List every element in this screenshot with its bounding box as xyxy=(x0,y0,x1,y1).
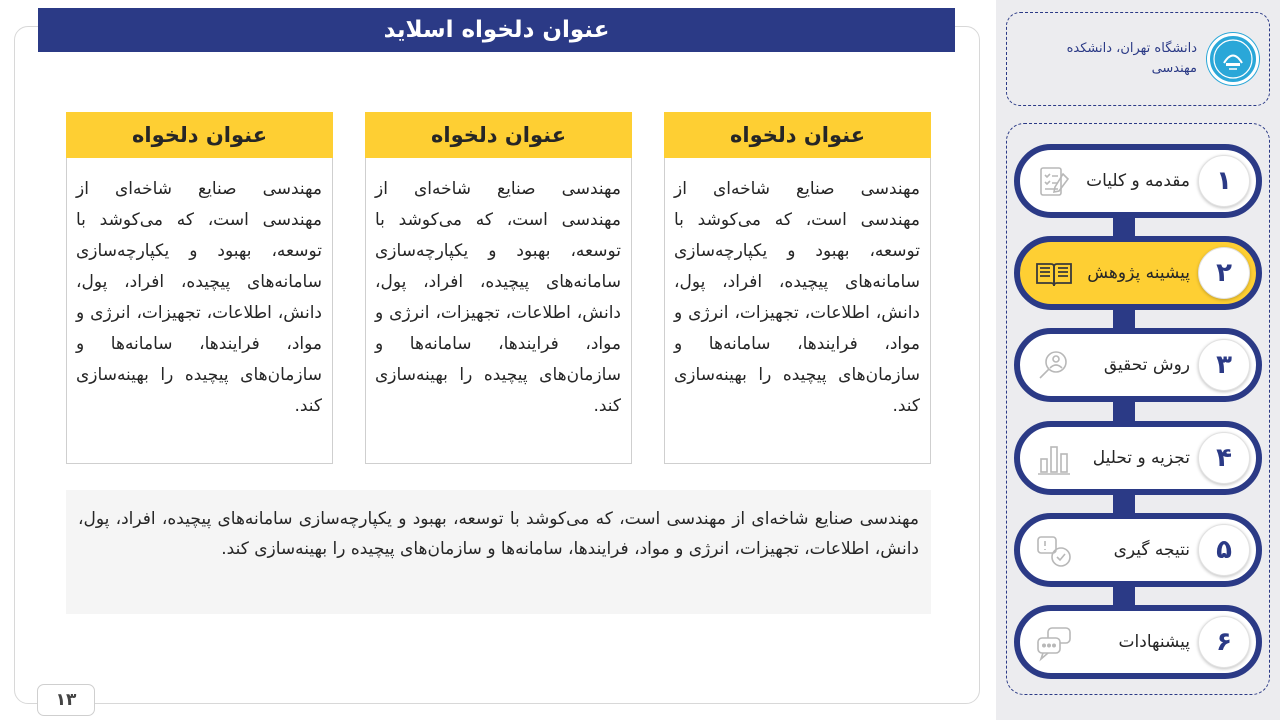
chat-bubbles-icon xyxy=(1034,623,1074,663)
nav-item-analysis[interactable] xyxy=(1014,421,1262,495)
nav-item-research-method[interactable] xyxy=(1014,328,1262,402)
nav-number: ۴ xyxy=(1198,432,1250,484)
nav-item-suggestions[interactable] xyxy=(1014,605,1262,679)
university-header xyxy=(1006,12,1270,106)
nav-label: پیشنهادات xyxy=(1118,632,1190,652)
nav-number: ۳ xyxy=(1198,339,1250,391)
nav-item-introduction[interactable] xyxy=(1014,144,1262,218)
page-number: ۱۳ xyxy=(37,684,95,716)
nav-label: روش تحقیق xyxy=(1103,355,1190,375)
content-card-2 xyxy=(365,112,632,464)
content-card-3 xyxy=(66,112,333,464)
nav-label: مقدمه و کلیات xyxy=(1086,171,1190,191)
idea-check-icon xyxy=(1034,531,1074,571)
content-card-1 xyxy=(664,112,931,464)
slide-title: عنوان دلخواه اسلاید xyxy=(38,8,955,52)
summary-text: مهندسی صنایع شاخه‌ای از مهندسی است، که می‌کوشد با توسعه، بهبود و یکپارچه‌سازی سامانه‌های پیچیده، افراد، پول، دانش، اطلاعات، تجهیزات، انرژی و مواد، فرایندها، سامانه‌ها و سازمان‌های پیچیده را بهینه‌سازی کند. xyxy=(66,490,931,614)
nav-item-conclusion[interactable] xyxy=(1014,513,1262,587)
book-icon xyxy=(1034,254,1074,294)
nav-number: ۵ xyxy=(1198,524,1250,576)
checklist-icon xyxy=(1034,162,1074,202)
nav-number: ۱ xyxy=(1198,155,1250,207)
card-body: مهندسی صنایع شاخه‌ای از مهندسی است، که می‌کوشد با توسعه، بهبود و یکپارچه‌سازی سامانه‌های پیچیده، افراد، پول، دانش، اطلاعات، تجهیزات، انرژی و مواد، فرایندها، سامانه‌ها و سازمان‌های پیچیده را بهینه‌سازی کند. xyxy=(66,158,333,464)
university-name: دانشگاه تهران، دانشکده مهندسی xyxy=(1066,41,1197,76)
card-heading: عنوان دلخواه xyxy=(664,112,931,158)
card-heading: عنوان دلخواه xyxy=(365,112,632,158)
nav-number: ۶ xyxy=(1198,616,1250,668)
card-body: مهندسی صنایع شاخه‌ای از مهندسی است، که می‌کوشد با توسعه، بهبود و یکپارچه‌سازی سامانه‌های پیچیده، افراد، پول، دانش، اطلاعات، تجهیزات، انرژی و مواد، فرایندها، سامانه‌ها و سازمان‌های پیچیده را بهینه‌سازی کند. xyxy=(664,158,931,464)
nav-label: تجزیه و تحلیل xyxy=(1092,448,1190,468)
magnifier-person-icon xyxy=(1034,346,1074,386)
bar-chart-icon xyxy=(1034,439,1074,479)
nav-item-literature-review[interactable] xyxy=(1014,236,1262,310)
nav-label: پیشینه پژوهش xyxy=(1087,263,1190,283)
nav-number: ۲ xyxy=(1198,247,1250,299)
card-body: مهندسی صنایع شاخه‌ای از مهندسی است، که می‌کوشد با توسعه، بهبود و یکپارچه‌سازی سامانه‌های پیچیده، افراد، پول، دانش، اطلاعات، تجهیزات، انرژی و مواد، فرایندها، سامانه‌ها و سازمان‌های پیچیده را بهینه‌سازی کند. xyxy=(365,158,632,464)
nav-label: نتیجه گیری xyxy=(1113,540,1190,560)
card-heading: عنوان دلخواه xyxy=(66,112,333,158)
university-logo-icon xyxy=(1207,33,1259,85)
